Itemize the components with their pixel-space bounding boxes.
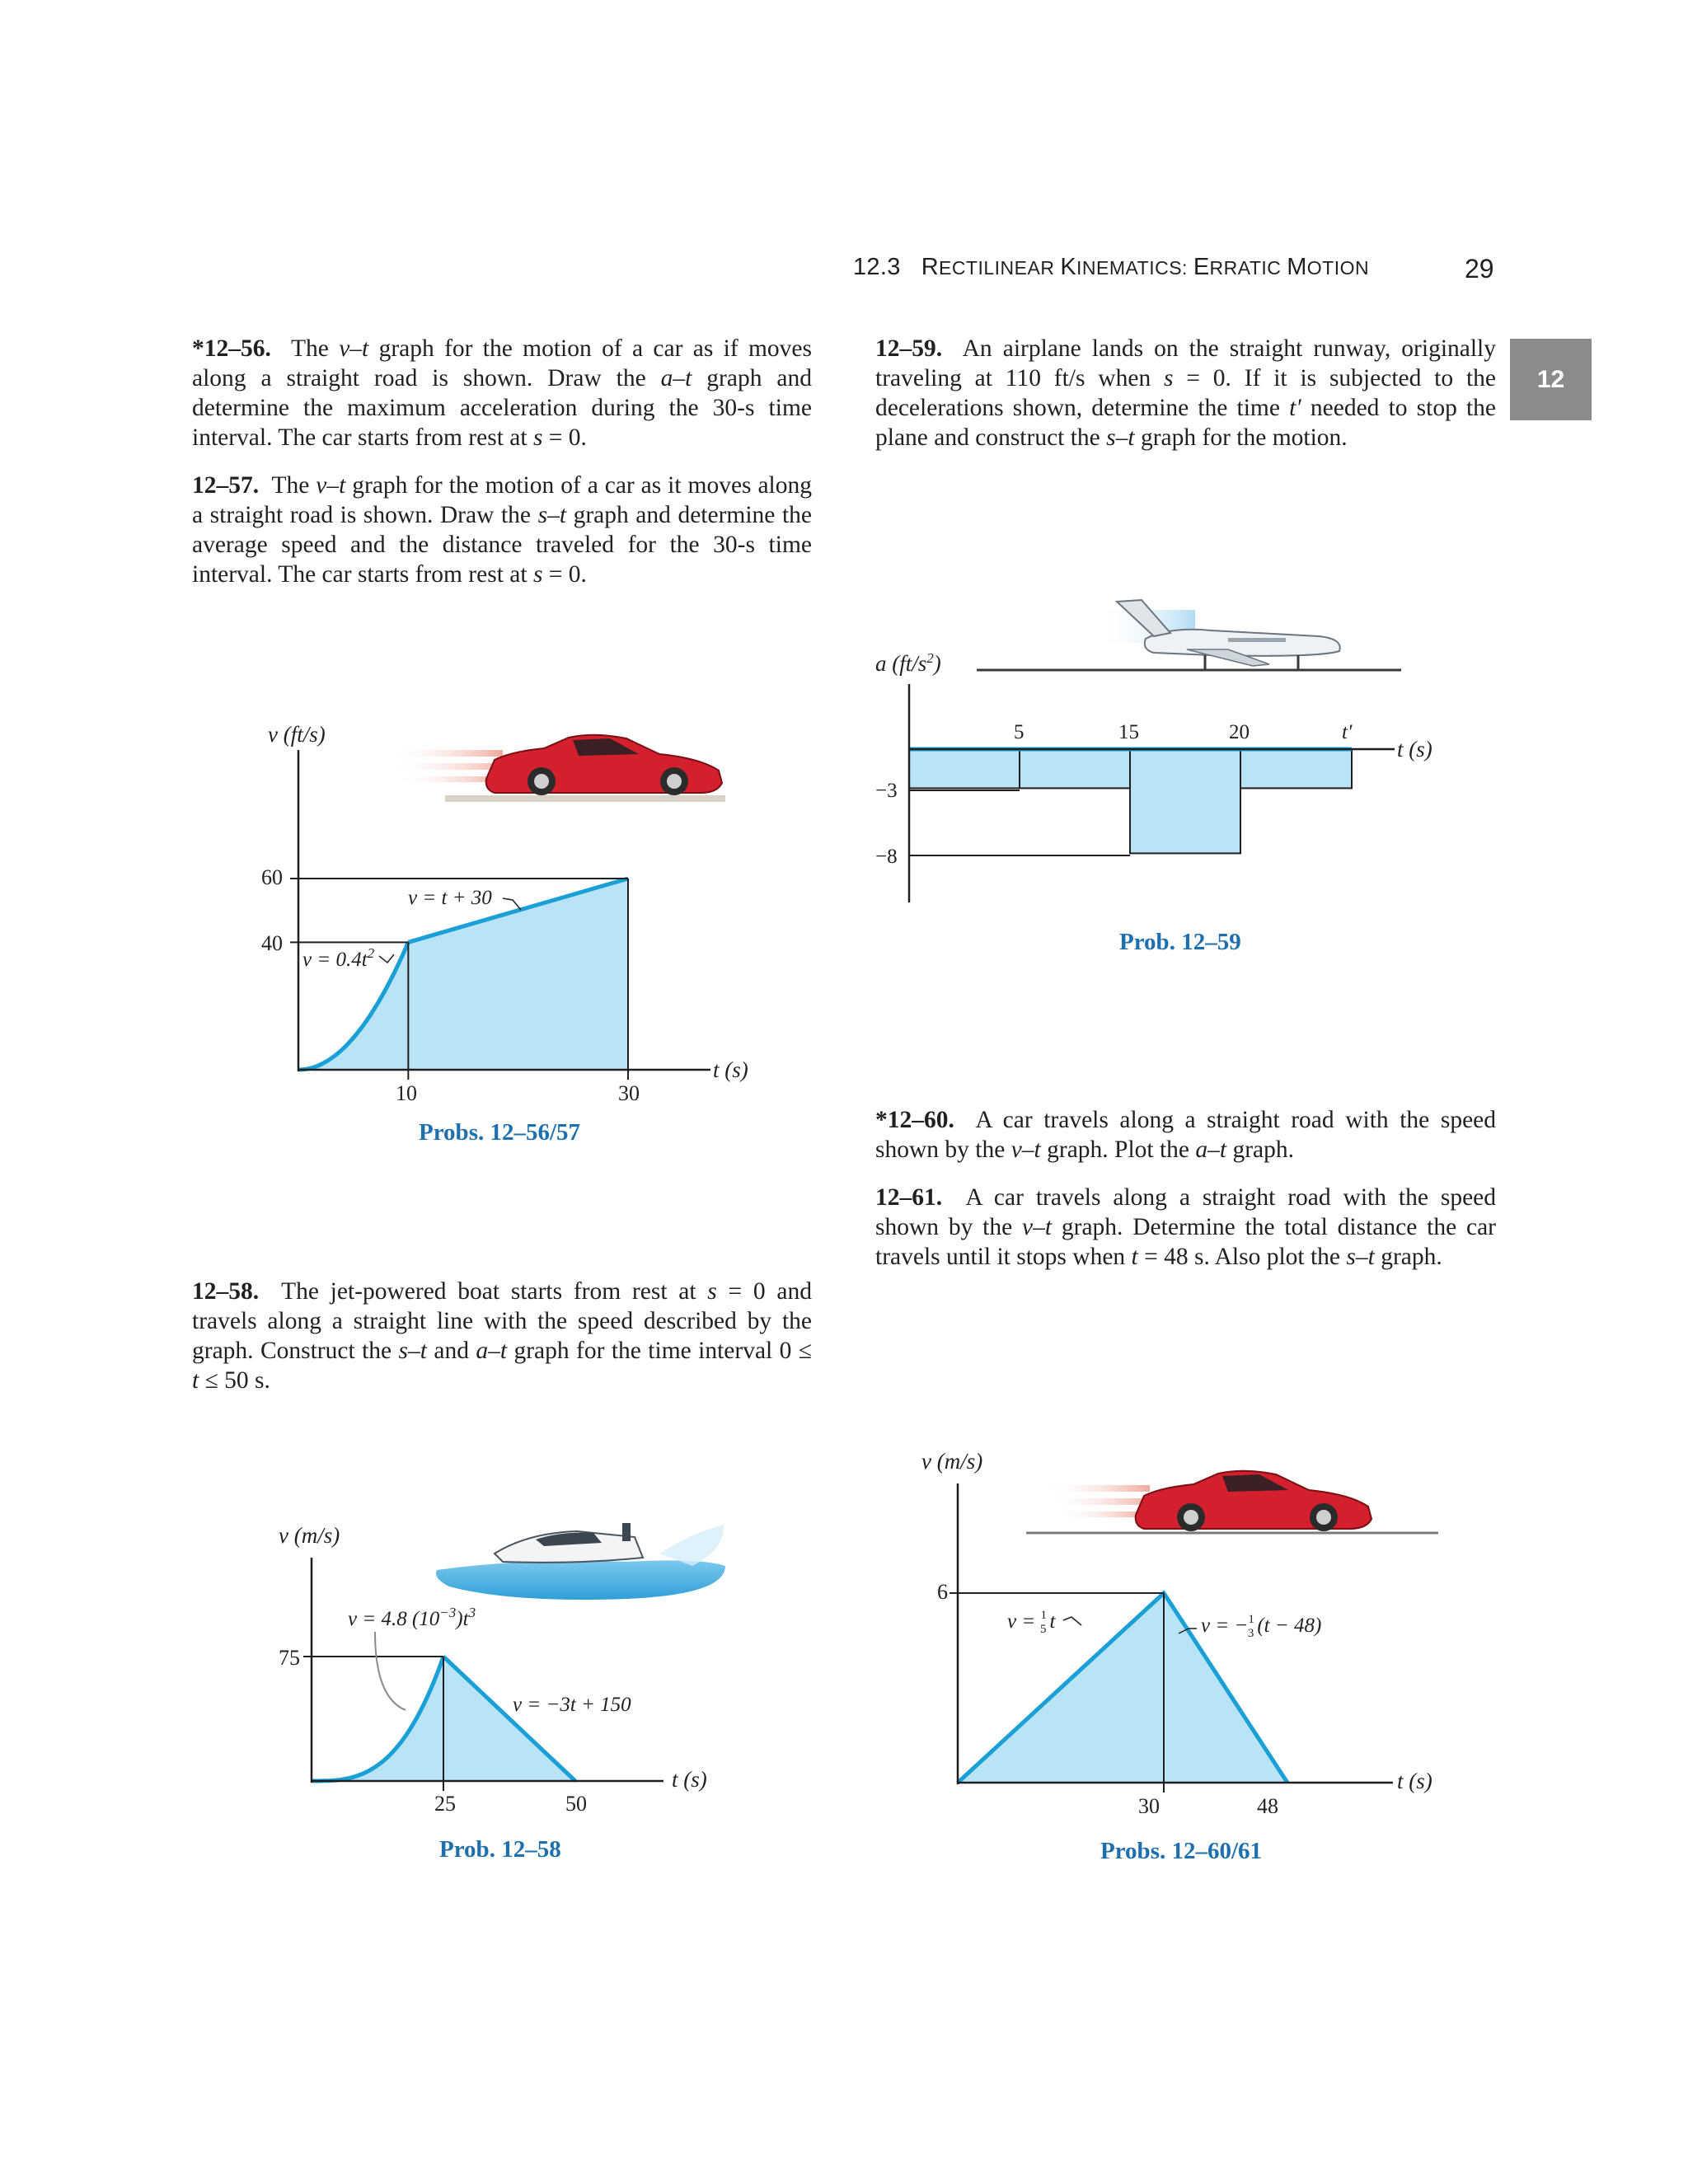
x-tick-label: 30 [1138, 1794, 1160, 1813]
leader-line [375, 1632, 406, 1710]
curve-label-cubic: v = 4.8 $(10^{-3})t^3$ [348, 1605, 476, 1630]
leader-line [1063, 1617, 1081, 1625]
sports-car-illustration [387, 735, 725, 802]
y-axis-label: a $(ft/s^2)$ [875, 650, 941, 676]
acceleration-bar [909, 749, 1020, 788]
section-number: 12.3 [853, 254, 901, 280]
figure-12-58 [264, 1500, 758, 1813]
problem-number: *12–56. [192, 335, 271, 362]
figure-12-56-57 [247, 701, 775, 1113]
curve-label-down: v = −$^1$ 3 (t − 48) [1201, 1613, 1322, 1640]
x-tick-label: 10 [396, 1081, 417, 1105]
figure-caption: Probs. 12–60/61 [1100, 1838, 1263, 1864]
y-tick-label: 40 [261, 931, 283, 955]
curve-label-linear: v = −3t + 150 [513, 1694, 631, 1716]
y-tick-label: 60 [261, 865, 283, 889]
leader-line [379, 954, 394, 963]
problem-12-60: *12–60. A car travels along a straight road with the speed shown by the v–t graph. Plot the a–t graph. [875, 1107, 1497, 1163]
jet-boat-illustration [436, 1523, 725, 1600]
x-tick-label: t′ [1342, 721, 1353, 743]
figure-12-59 [870, 593, 1447, 923]
acceleration-bars [909, 749, 1352, 853]
figure-caption: Prob. 12–58 [439, 1836, 561, 1863]
problem-12-58: 12–58. The jet-powered boat starts from rest at s = 0 and travels along a straight line with the speed described by the graph. Construct the s–t and a–t graph for the time interval 0 ≤ t ≤ 50 s. [192, 1278, 812, 1394]
y-tick-label: −3 [875, 780, 898, 802]
problem-number: 12–58. [192, 1278, 260, 1305]
sports-car-illustration [1026, 1471, 1438, 1533]
curve-label-line: v = t + 30 [408, 887, 492, 909]
problem-number: *12–60. [875, 1107, 954, 1133]
x-axis-label: t (s) [713, 1057, 748, 1082]
figure-caption: Prob. 12–59 [1119, 929, 1241, 955]
running-header-section [853, 254, 1369, 281]
airplane-illustration [977, 600, 1401, 670]
x-axis-label: t (s) [1397, 737, 1432, 762]
curve-label-up: v = $^1$ 5 t [1007, 1609, 1056, 1636]
problem-number: 12–59. [875, 335, 943, 362]
acceleration-bar [1130, 749, 1240, 853]
x-tick-label: 15 [1118, 721, 1139, 743]
section-title: RECTILINEAR KINEMATICS: ERRATIC MOTION [921, 254, 1370, 280]
problem-12-61: 12–61. A car travels along a straight road with the speed shown by the v–t graph. Determine the total distance the car travels until it stops when t = 48 s. Also plot the s–t graph. [875, 1184, 1497, 1270]
y-axis-label: v (m/s) [279, 1523, 340, 1548]
x-tick-label: 30 [618, 1081, 640, 1105]
problem-12-57: 12–57. The v–t graph for the motion of a car as it moves along a straight road is shown. Draw the s–t graph and determine the average speed and the distance traveled for the 30-s time interval. The car starts from rest at s = 0. [192, 472, 812, 588]
problem-number: 12–61. [875, 1184, 943, 1211]
acceleration-bar [1240, 749, 1352, 788]
problem-number: 12–57. [192, 472, 260, 499]
chapter-tab: 12 [1510, 339, 1592, 420]
curve-label-parabola: $v = 0.4t^2$ [302, 945, 375, 971]
x-tick-label: 50 [565, 1792, 587, 1813]
figure-caption: Probs. 12–56/57 [419, 1119, 581, 1146]
leader-line [503, 898, 521, 910]
figure-12-60-61 [907, 1434, 1467, 1813]
x-axis-label: t (s) [672, 1767, 707, 1792]
y-tick-label: 75 [279, 1646, 300, 1670]
x-tick-label: 20 [1229, 721, 1250, 743]
y-tick-label: −8 [875, 846, 898, 868]
y-axis-label: v (ft/s) [268, 722, 326, 747]
x-tick-label: 25 [434, 1792, 456, 1813]
page-number: 29 [1465, 254, 1494, 284]
acceleration-bar [1020, 749, 1130, 788]
y-tick-label: 6 [937, 1580, 948, 1604]
y-axis-label: v (m/s) [921, 1449, 983, 1474]
x-tick-label: 5 [1014, 721, 1025, 743]
x-tick-label: 48 [1257, 1794, 1278, 1813]
problem-12-59: 12–59. An airplane lands on the straight runway, originally traveling at 110 ft/s when s = 0. If it is subjected to the decelerations shown, determine the time t′ needed to stop the plane and construct the s–t graph for the motion. [875, 335, 1497, 451]
problem-12-56: *12–56. The v–t graph for the motion of a car as if moves along a straight road is shown. Draw the a–t graph and determine the maximum acceleration during the 30-s time interval. The car starts from rest at s = 0. [192, 335, 813, 451]
x-axis-label: t (s) [1397, 1769, 1432, 1793]
